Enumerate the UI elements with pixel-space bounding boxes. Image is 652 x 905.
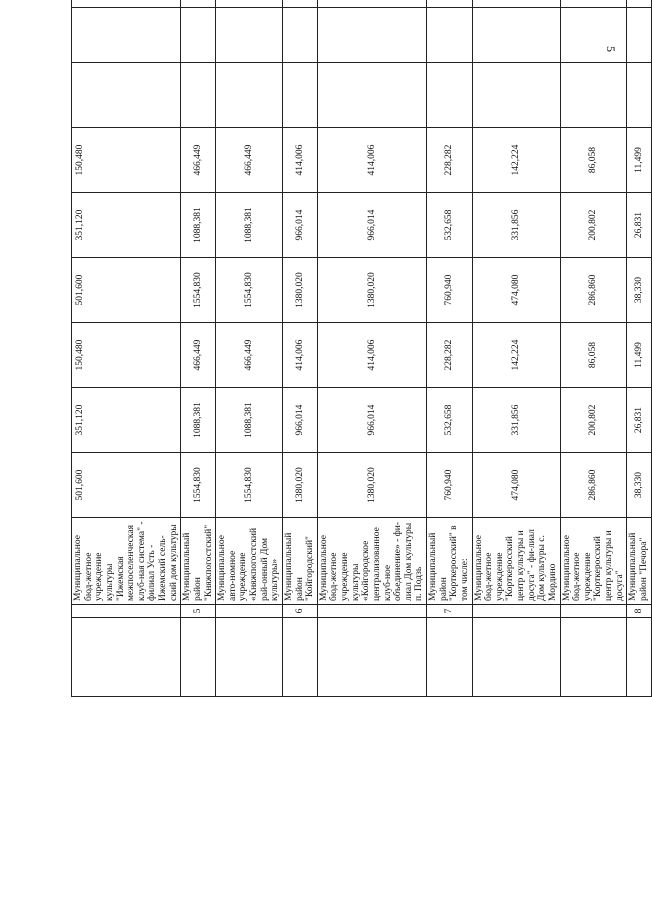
value-cell: 414,006 <box>282 128 317 193</box>
table-row <box>472 0 560 697</box>
row-number-cell: 8 <box>627 605 651 618</box>
empty-cell <box>72 0 181 8</box>
table-row <box>427 0 473 697</box>
empty-cell <box>472 8 560 63</box>
value-cell: 1554,830 <box>216 453 283 518</box>
value-cell: 501,600 <box>72 453 181 518</box>
value-cell: 351,120 <box>72 388 181 453</box>
empty-cell <box>427 8 473 63</box>
value-cell: 966,014 <box>317 193 426 258</box>
empty-cell <box>72 8 181 63</box>
value-cell: 466,449 <box>181 128 216 193</box>
value-cell: 26,831 <box>627 193 651 258</box>
row-number-cell: 5 <box>181 605 216 618</box>
margin-cell <box>472 618 560 697</box>
value-cell: 1088,381 <box>216 388 283 453</box>
value-cell: 1088,381 <box>181 388 216 453</box>
institution-name-cell: Муниципальный район "Корткеросский" в том числе: <box>427 518 473 605</box>
empty-cell <box>560 63 627 128</box>
value-cell: 228,282 <box>427 323 473 388</box>
value-cell: 331,856 <box>472 193 560 258</box>
empty-cell <box>560 0 627 8</box>
value-cell: 38,330 <box>627 258 651 323</box>
row-number-cell <box>72 605 181 618</box>
page-number: 5 <box>604 46 618 52</box>
funding-table <box>71 0 652 697</box>
margin-cell <box>282 618 317 697</box>
institution-name-cell: Муниципальный район "Княжпогостский" <box>181 518 216 605</box>
empty-cell <box>181 63 216 128</box>
value-cell: 150,480 <box>72 128 181 193</box>
value-cell: 228,282 <box>427 128 473 193</box>
value-cell: 142,224 <box>472 323 560 388</box>
value-cell: 1380,020 <box>317 258 426 323</box>
empty-cell <box>317 8 426 63</box>
value-cell: 286,860 <box>560 258 627 323</box>
row-number-cell <box>472 605 560 618</box>
margin-cell <box>317 618 426 697</box>
value-cell: 1088,381 <box>181 193 216 258</box>
value-cell: 466,449 <box>216 128 283 193</box>
row-number-cell <box>560 605 627 618</box>
value-cell: 200,802 <box>560 193 627 258</box>
value-cell: 286,860 <box>560 453 627 518</box>
institution-name-cell: Муниципальное бюд-жетное учреждение культуры "Ижемская межпоселенческая клуб-ная система" - филиал Усть - Ижемский сель-ский дом культуры <box>72 518 181 605</box>
value-cell: 351,120 <box>72 193 181 258</box>
row-number-cell <box>317 605 426 618</box>
value-cell: 86,058 <box>560 323 627 388</box>
value-cell: 86,058 <box>560 128 627 193</box>
value-cell: 466,449 <box>216 323 283 388</box>
margin-cell <box>216 618 283 697</box>
institution-name-cell: Муниципальное бюд-жетное учреждение культуры «Койгородское централизованное клуб-ное объединение» - фи-лиал Дом культуры п. Подзь <box>317 518 426 605</box>
margin-cell <box>181 618 216 697</box>
value-cell: 474,080 <box>472 453 560 518</box>
value-cell: 966,014 <box>282 193 317 258</box>
table-row <box>282 0 317 697</box>
empty-cell <box>216 0 283 8</box>
value-cell: 1380,020 <box>317 453 426 518</box>
table-row <box>72 0 181 697</box>
value-cell: 474,080 <box>472 258 560 323</box>
table-row <box>317 0 426 697</box>
value-cell: 200,802 <box>560 388 627 453</box>
empty-cell <box>472 63 560 128</box>
value-cell: 11,499 <box>627 128 651 193</box>
table-row <box>560 0 627 697</box>
value-cell: 966,014 <box>282 388 317 453</box>
row-number-cell: 7 <box>427 605 473 618</box>
empty-cell <box>317 63 426 128</box>
value-cell: 414,006 <box>317 323 426 388</box>
rotated-table-container <box>71 46 649 697</box>
value-cell: 501,600 <box>72 258 181 323</box>
value-cell: 414,006 <box>317 128 426 193</box>
value-cell: 1554,830 <box>216 258 283 323</box>
institution-name-cell: Муниципальный район "Печора" <box>627 518 651 605</box>
margin-cell <box>560 618 627 697</box>
empty-cell <box>216 8 283 63</box>
table-row <box>181 0 216 697</box>
value-cell: 760,940 <box>427 453 473 518</box>
value-cell: 142,224 <box>472 128 560 193</box>
empty-cell <box>282 8 317 63</box>
margin-cell <box>72 618 181 697</box>
empty-cell <box>427 63 473 128</box>
empty-cell <box>560 8 627 63</box>
value-cell: 1554,830 <box>181 258 216 323</box>
value-cell: 1380,020 <box>282 258 317 323</box>
empty-cell <box>181 8 216 63</box>
empty-cell <box>282 63 317 128</box>
institution-name-cell: Муниципальное бюд-жетное учреждение "Корткеросский центр культуры и досуга" - фи-лиал Дом культуры с. Мордино <box>472 518 560 605</box>
table-row <box>627 0 651 697</box>
row-number-cell: 6 <box>282 605 317 618</box>
empty-cell <box>627 0 651 8</box>
value-cell: 1380,020 <box>282 453 317 518</box>
value-cell: 466,449 <box>181 323 216 388</box>
value-cell: 532,658 <box>427 388 473 453</box>
value-cell: 414,006 <box>282 323 317 388</box>
empty-cell <box>317 0 426 8</box>
value-cell: 1554,830 <box>181 453 216 518</box>
value-cell: 966,014 <box>317 388 426 453</box>
institution-name-cell: Муниципальный район "Койгородский" <box>282 518 317 605</box>
margin-cell <box>627 618 651 697</box>
value-cell: 532,658 <box>427 193 473 258</box>
empty-cell <box>282 0 317 8</box>
empty-cell <box>627 8 651 63</box>
value-cell: 760,940 <box>427 258 473 323</box>
row-number-cell <box>216 605 283 618</box>
value-cell: 38,330 <box>627 453 651 518</box>
value-cell: 26,831 <box>627 388 651 453</box>
empty-cell <box>181 0 216 8</box>
value-cell: 331,856 <box>472 388 560 453</box>
empty-cell <box>216 63 283 128</box>
empty-cell <box>72 63 181 128</box>
value-cell: 1088,381 <box>216 193 283 258</box>
table-row <box>216 0 283 697</box>
empty-cell <box>427 0 473 8</box>
empty-cell <box>472 0 560 8</box>
margin-cell <box>427 618 473 697</box>
empty-cell <box>627 63 651 128</box>
institution-name-cell: Муниципальное бюд-жетное учреждение "Корткеросский центр культуры и досуга" <box>560 518 627 605</box>
value-cell: 150,480 <box>72 323 181 388</box>
value-cell: 11,499 <box>627 323 651 388</box>
institution-name-cell: Муниципальное авто-номное учреждение «Княжпогостский рай-онный Дом культуры» <box>216 518 283 605</box>
